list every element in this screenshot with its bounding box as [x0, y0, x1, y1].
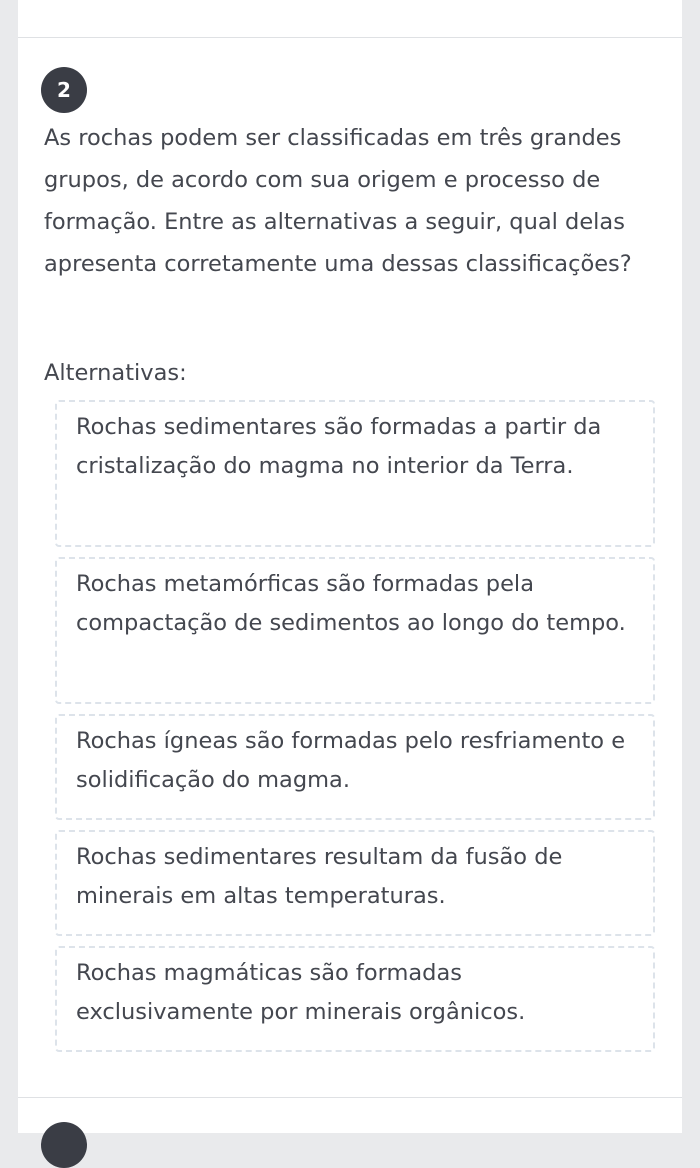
option-4[interactable] [55, 830, 655, 936]
bottom-divider [18, 1097, 682, 1098]
option-1-text: Rochas sedimentares são formadas a partir da cristalização do magma no interior da Terra. [76, 414, 602, 479]
option-4-text: Rochas sedimentares resultam da fusão de minerais em altas temperaturas. [76, 844, 563, 909]
option-2-text: Rochas metamórficas são formadas pela compactação de sedimentos ao longo do tempo. [76, 571, 626, 636]
option-2[interactable] [55, 557, 655, 704]
alternatives-label: Alternativas: [44, 360, 187, 386]
option-3[interactable] [55, 714, 655, 820]
option-5-text: Rochas magmáticas são formadas exclusivamente por minerais orgânicos. [76, 960, 526, 1025]
top-divider [18, 37, 682, 38]
option-5[interactable] [55, 946, 655, 1052]
question-card [18, 0, 682, 1133]
question-text: As rochas podem ser classificadas em três grandes grupos, de acordo com sua origem e processo de formação. Entre as alternativas a seguir, qual delas apresenta corretamente uma dessas classificações? [44, 125, 632, 277]
next-question-badge [41, 1122, 87, 1168]
option-1[interactable] [55, 400, 655, 547]
question-number-badge: 2 [41, 67, 87, 113]
option-3-text: Rochas ígneas são formadas pelo resfriamento e solidificação do magma. [76, 728, 626, 793]
